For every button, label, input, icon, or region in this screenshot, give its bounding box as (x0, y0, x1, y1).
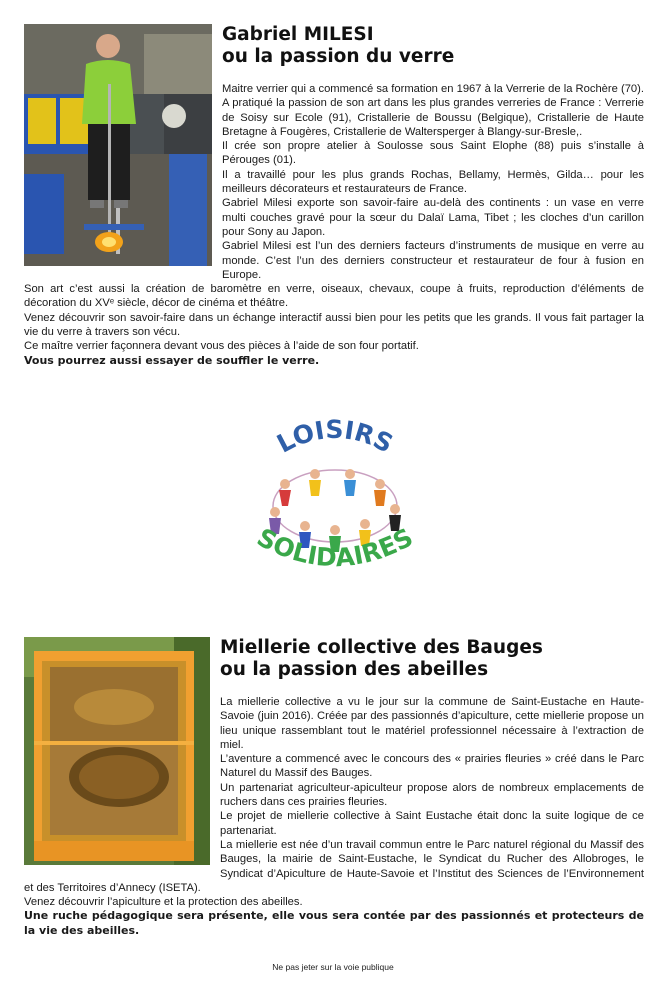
paragraph: Un partenariat agriculteur-apiculteur propose alors de nombreux emplacements de ruchers dans ces prairies fleuries. (220, 781, 644, 809)
loisirs-solidaires-logo (240, 414, 430, 584)
paragraph: Gabriel Milesi exporte son savoir-faire au-delà des continents : un vase en verre multi couches gravé pour la sœur du Dalaï Lama, Tibet ; les cloches d’un carillon pour Sony au Japon. (222, 197, 644, 238)
logo-word-top-path: LOISIRS (272, 414, 398, 459)
article-glass-title-line2: ou la passion du verre (222, 46, 455, 67)
article-bees-title-line2: ou la passion des abeilles (220, 659, 489, 680)
highlight-line: Vous pourrez aussi essayer de souffler le verre. (24, 353, 320, 367)
paragraph: Le projet de miellerie collective à Saint Eustache était donc la suite logique de ce partenariat. (220, 810, 644, 837)
logo-word-top (272, 415, 397, 459)
paragraph: Son art c’est aussi la création de baromètre en verre, oiseaux, chevaux, coupe à fruits, reproduction d’éléments de décoration du XVᵉ siècle, décor de cinéma et théâtre. (24, 283, 644, 310)
article-glass-title-line1: Gabriel MILESI (222, 24, 374, 45)
footer-notice: Ne pas jeter sur la voie publique (272, 962, 394, 972)
article-bees (24, 637, 644, 938)
beehive-photo (24, 637, 210, 865)
paragraph: Gabriel Milesi est l’un des derniers facteurs d’instruments de musique en verre au monde. C’est l’un des derniers constructeur et restaurateur de four à fusion en Europe. (222, 240, 644, 281)
glassblower-photo (24, 24, 212, 266)
paragraph: Il crée son propre atelier à Soulosse sous Saint Elophe (88) puis s’installe à Pérouges (01). (222, 140, 644, 167)
paragraph: Maitre verrier qui a commencé sa formation en 1967 à la Verrerie de la Rochère (70). A pratiqué la passion de son art dans les plus grandes verreries de France : Verrerie de Soisy sur Ecole (91), Cristallerie de Boussu (Belgique), Cristallerie de Haute Bretagne à Fougères, Cristallerie de Waltersperger à Blangy-sur-Bresle,. (222, 83, 644, 138)
article-bees-title-line1: Miellerie collective des Bauges (220, 637, 543, 658)
paragraph: Venez découvrir l’apiculture et la protection des abeilles. (24, 896, 303, 909)
paragraph: La miellerie est née d’un travail commun entre le Parc naturel régional du Massif des Bauges, la mairie de Saint-Eustache, le Syndicat du Rucher des Allobroges, le Syndicat d’Apiculture de Haute-Savoie et l’Institut des Sciences de l’Environnement et des Territoires d’Annecy (ISETA). (24, 838, 644, 894)
logo-word-bottom-path: SOLIDAIRES (252, 522, 418, 573)
logo-graphic (240, 414, 430, 584)
beehive-image (24, 637, 210, 865)
paragraph: L’aventure a commencé avec le concours des « prairies fleuries » créé dans le Parc Naturel du Massif des Bauges. (220, 753, 644, 780)
glassblower-image (24, 24, 212, 266)
article-glass (24, 24, 644, 368)
highlight-line: Une ruche pédagogique sera présente, elle vous sera contée par des passionnés et protecteurs de la vie des abeilles. (24, 909, 644, 937)
paragraph: Il a travaillé pour les plus grands Rochas, Bellamy, Hermès, Gilda… pour les meilleurs décorateurs et restaurateurs de France. (222, 168, 644, 196)
paragraph: Ce maître verrier façonnera devant vous des pièces à l’aide de son four portatif. (24, 340, 419, 353)
paragraph: Venez découvrir son savoir-faire dans un échange interactif aussi bien pour les petits que les grands. Il vous fait partager la vie du verre à travers son vécu. (24, 311, 644, 339)
paragraph: La miellerie collective a vu le jour sur la commune de Saint-Eustache en Haute-Savoie (juin 2016). Créée par des passionnés d’apiculture, cette miellerie propose un lieu unique rassemblant tout le matériel professionnel nécessaire à l’extraction de miel. (220, 696, 644, 751)
